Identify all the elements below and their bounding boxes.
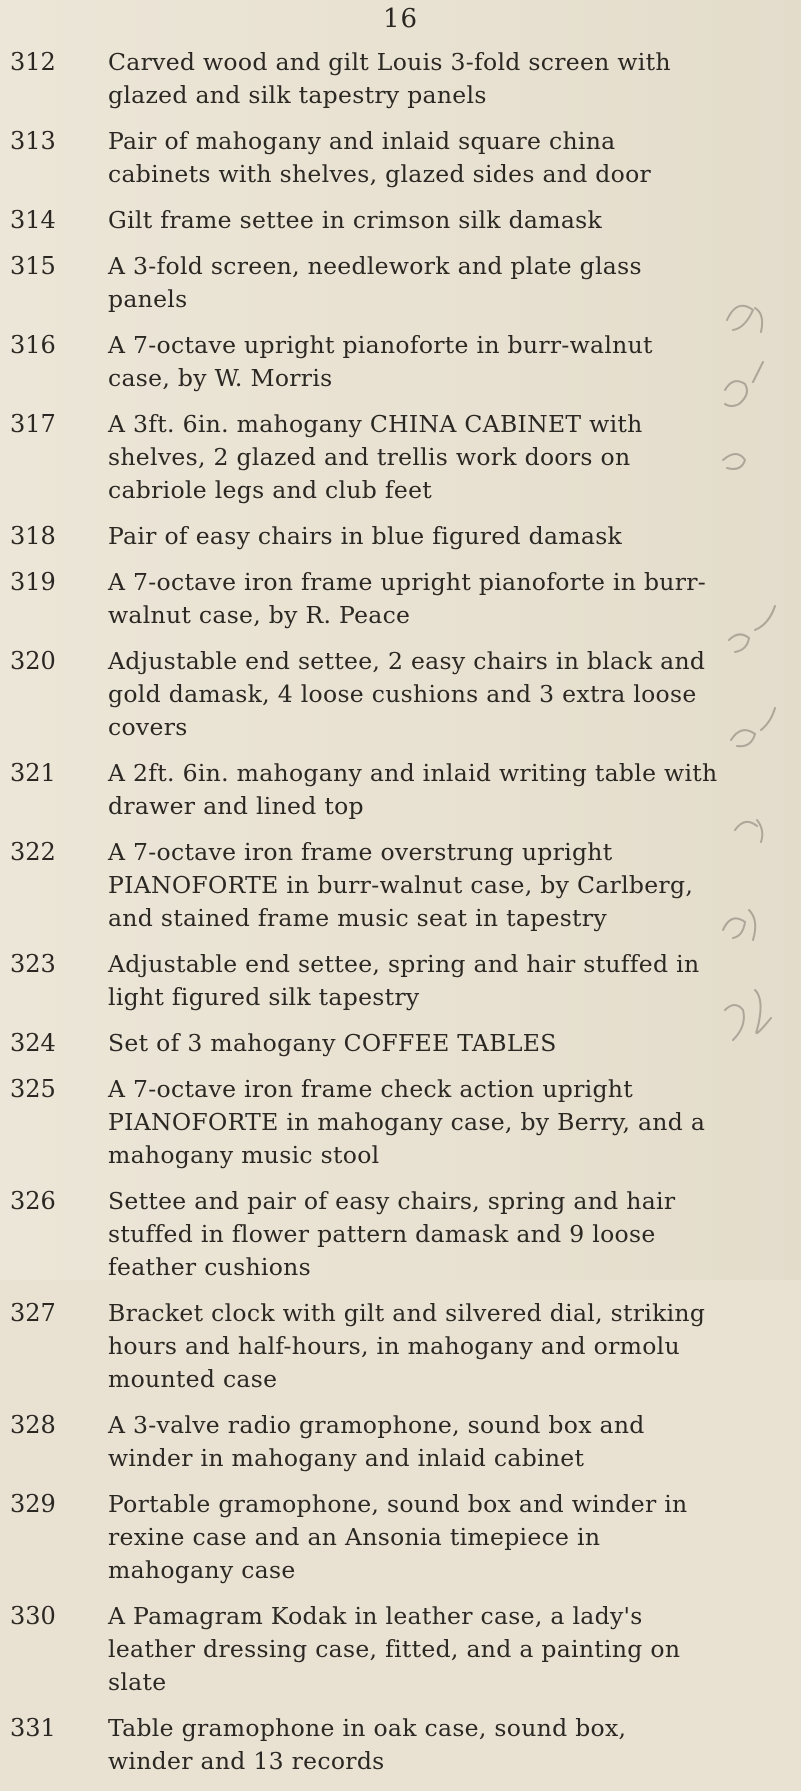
- lot-description: A 7-octave iron frame overstrung upright PIANOFORTE in burr-walnut case, by Carlberg, and stained frame music seat in tapestry: [108, 838, 694, 932]
- lot-description: A 2ft. 6in. mahogany and inlaid writing table with drawer and lined top: [108, 759, 718, 820]
- lot-entry: [0, 948, 760, 1014]
- lot-entry: [0, 204, 760, 237]
- lot-description: A 3ft. 6in. mahogany CHINA CABINET with shelves, 2 glazed and trellis work doors on cabriole legs and club feet: [108, 410, 643, 504]
- lot-description: Set of 3 mahogany COFFEE TABLES: [108, 1029, 557, 1057]
- lot-entry: [0, 1712, 760, 1778]
- lot-number: 326: [10, 1187, 56, 1215]
- page-number: 16: [382, 4, 419, 34]
- lot-entry: [0, 408, 760, 507]
- lot-entry: [0, 520, 760, 553]
- lot-number: 328: [10, 1411, 56, 1439]
- lot-number: 317: [10, 410, 56, 438]
- lot-entry: [0, 1488, 760, 1587]
- lot-description: A 7-octave upright pianoforte in burr-walnut case, by W. Morris: [108, 331, 653, 392]
- lot-number: 318: [10, 522, 56, 550]
- lot-number: 313: [10, 127, 56, 155]
- lot-number: 331: [10, 1714, 56, 1742]
- lot-entry: [0, 566, 760, 632]
- lot-number: 315: [10, 252, 56, 280]
- lot-entry: [0, 1409, 760, 1475]
- lot-entry: [0, 125, 760, 191]
- lot-description: Adjustable end settee, 2 easy chairs in black and gold damask, 4 loose cushions and 3 extra loose covers: [108, 647, 706, 741]
- lot-description: Gilt frame settee in crimson silk damask: [108, 206, 603, 234]
- lot-number: 322: [10, 838, 56, 866]
- lot-description: Carved wood and gilt Louis 3-fold screen with glazed and silk tapestry panels: [108, 48, 671, 109]
- lot-description: A Pamagram Kodak in leather case, a lady's leather dressing case, fitted, and a painting on slate: [108, 1602, 681, 1696]
- lot-number: 327: [10, 1299, 56, 1327]
- lot-description: Portable gramophone, sound box and winder in rexine case and an Ansonia timepiece in mahogany case: [108, 1490, 688, 1584]
- lot-description: Settee and pair of easy chairs, spring and hair stuffed in flower pattern damask and 9 loose feather cushions: [108, 1187, 676, 1281]
- lot-description: A 3-valve radio gramophone, sound box and winder in mahogany and inlaid cabinet: [108, 1411, 645, 1472]
- lot-number: 319: [10, 568, 56, 596]
- lot-number: 323: [10, 950, 56, 978]
- lot-list: [0, 46, 760, 1791]
- lot-number: 321: [10, 759, 56, 787]
- lot-description: Pair of easy chairs in blue figured damask: [108, 522, 623, 550]
- lot-number: 330: [10, 1602, 56, 1630]
- lot-entry: [0, 1185, 760, 1284]
- lot-description: Pair of mahogany and inlaid square china cabinets with shelves, glazed sides and door: [108, 127, 652, 188]
- lot-description: Table gramophone in oak case, sound box, winder and 13 records: [108, 1714, 627, 1775]
- lot-entry: [0, 1600, 760, 1699]
- lot-entry: [0, 1073, 760, 1172]
- lot-number: 329: [10, 1490, 56, 1518]
- lot-entry: [0, 757, 760, 823]
- lot-entry: [0, 250, 760, 316]
- lot-description: Adjustable end settee, spring and hair stuffed in light figured silk tapestry: [108, 950, 700, 1011]
- lot-entry: [0, 645, 760, 744]
- lot-number: 314: [10, 206, 56, 234]
- lot-description: Bracket clock with gilt and silvered dial, striking hours and half-hours, in mahogany and ormolu mounted case: [108, 1299, 706, 1393]
- lot-entry: [0, 1297, 760, 1396]
- lot-number: 325: [10, 1075, 56, 1103]
- lot-entry: [0, 836, 760, 935]
- lot-description: A 7-octave iron frame check action upright PIANOFORTE in mahogany case, by Berry, and a mahogany music stool: [108, 1075, 706, 1169]
- lot-entry: [0, 329, 760, 395]
- lot-number: 324: [10, 1029, 56, 1057]
- lot-number: 312: [10, 48, 56, 76]
- lot-number: 320: [10, 647, 56, 675]
- lot-entry: [0, 46, 760, 112]
- lot-description: A 7-octave iron frame upright pianoforte in burr-walnut case, by R. Peace: [108, 568, 707, 629]
- lot-entry: [0, 1027, 760, 1060]
- lot-description: A 3-fold screen, needlework and plate glass panels: [108, 252, 642, 313]
- lot-number: 316: [10, 331, 56, 359]
